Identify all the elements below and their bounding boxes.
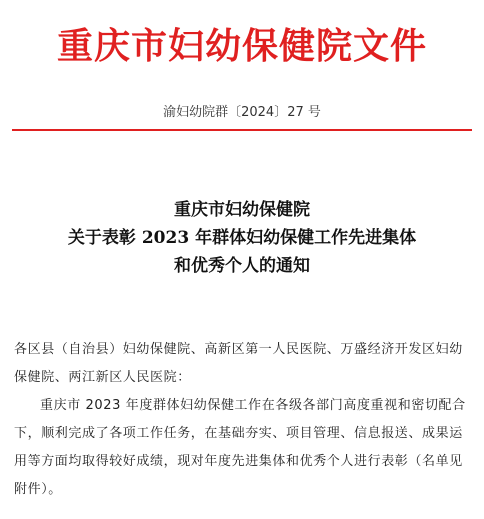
notice-body (14, 336, 474, 504)
notice-title-line-3: 和优秀个人的通知 (174, 256, 310, 276)
document-number: 渝妇幼院群〔2024〕27 号 (163, 105, 321, 120)
masthead-title: 重庆市妇幼保健院文件 (56, 25, 427, 67)
red-divider-line (12, 129, 472, 131)
addressee-paragraph: 各区县（自治县）妇幼保健院、高新区第一人民医院、万盛经济开发区妇幼保健院、两江新区人民医院： (14, 342, 463, 385)
notice-title-line-1: 重庆市妇幼保健院 (174, 200, 310, 220)
notice-title-line-2: 关于表彰 2023 年群体妇幼保健工作先进集体 (67, 228, 417, 248)
body-paragraph-1: 重庆市 2023 年度群体妇幼保健工作在各级各部门高度重视和密切配合下，顺利完成了各项工作任务，在基础夯实、项目管理、信息报送、成果运用等方面均取得较好成绩，现对年度先进集体和优秀个人进行表彰（名单见附件）。 (14, 398, 466, 497)
notice-title (0, 196, 484, 280)
